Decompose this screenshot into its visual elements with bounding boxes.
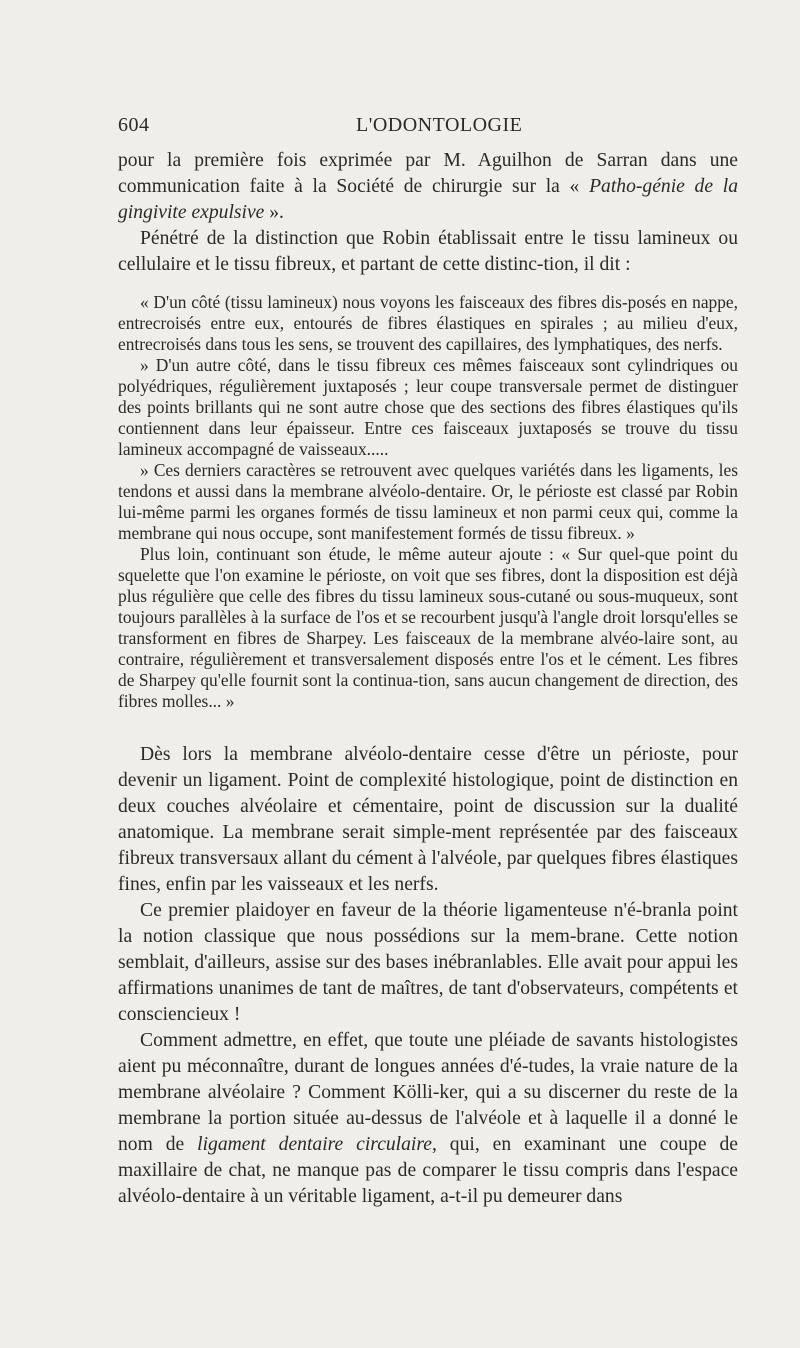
running-title: L'ODONTOLOGIE [356,114,523,136]
quotation: » D'un autre côté, dans le tissu fibreux ces mêmes faisceaux sont cylindriques ou polyédriques, régulièrement juxtaposés ; leur coupe transversale permet de distinguer des points brillants qui ne sont autre chose que des sections des fibres élastiques qu'ils contiennent dans leur épaisseur. Entre ces faisceaux juxtaposés se trouve du tissu lamineux accompagné de vaisseaux..... [118,355,738,459]
paragraph: Comment admettre, en effet, que toute une pléiade de savants histologistes aient pu méconnaître, durant de longues années d'é-tudes, la vraie nature de la membrane alvéolaire ? Comment Kölli-ker, qui a su discerner du reste de la membrane la portion située au-dessus de l'alvéole et à laquelle il a donné le nom de ligament dentaire circulaire, qui, en examinant une coupe de maxillaire de chat, ne manque pas de comparer le tissu compris dans l'espace alvéolo-dentaire à un véritable ligament, a-t-il pu demeurer dans [118,1030,738,1207]
paragraph: Ce premier plaidoyer en faveur de la théorie ligamenteuse n'é-branla point la notion classique que nous possédions sur la mem-brane. Cette notion semblait, d'ailleurs, assise sur des bases inébranlables. Elle avait pour appui les affirmations unanimes de tant de maîtres, de tant d'observateurs, compétents et consciencieux ! [118,900,738,1025]
paragraph: Dès lors la membrane alvéolo-dentaire cesse d'être un périoste, pour devenir un ligament. Point de complexité histologique, point de distinction en deux couches alvéolaire et cémentaire, point de discussion sur la dualité anatomique. La membrane serait simple-ment représentée par des faisceaux fibreux transversaux allant du cément à l'alvéole, par quelques fibres élastiques fines, enfin par les vaisseaux et les nerfs. [118,744,738,895]
quotation: « D'un côté (tissu lamineux) nous voyons les faisceaux des fibres dis-posés en nappe, entrecroisés entre eux, entourés de fibres élastiques en spirales ; au milieu d'eux, entrecroisés dans tous les sens, se trouvent des capillaires, des lymphatiques, des nerfs. [118,292,738,354]
paragraph: Pénétré de la distinction que Robin établissait entre le tissu lamineux ou cellulaire et le tissu fibreux, et partant de cette distinc-tion, il dit : [118,228,738,275]
emphasis: ligament dentaire circulaire [197,1134,432,1155]
emphasis: Patho-génie de la gingivite expulsive [118,176,738,223]
quotation: » Ces derniers caractères se retrouvent avec quelques variétés dans les ligaments, les tendons et aussi dans la membrane alvéolo-dentaire. Or, le périoste est classé par Robin lui-même parmi les organes formés de tissu lamineux et non parmi ceux qui, comme la membrane qui nous occupe, sont manifestement formés de tissu fibreux. » [118,460,738,543]
page-body [118,148,738,1210]
paragraph: pour la première fois exprimée par M. Aguilhon de Sarran dans une communication faite à la Société de chirurgie sur la « Patho-génie de la gingivite expulsive ». [118,150,738,223]
quotation: Plus loin, continuant son étude, le même auteur ajoute : « Sur quel-que point du squelette que l'on examine le périoste, on voit que ses fibres, dont la disposition est déjà plus régulière que celle des fibres du tissu lamineux sous-cutané ou sous-muqueux, sont toujours parallèles à la surface de l'os et se recourbent jusqu'à l'angle droit lorsqu'elles se transforment en fibres de Sharpey. Les faisceaux de la membrane alvéo-laire sont, au contraire, régulièrement et transversalement disposés entre l'os et le cément. Les fibres de Sharpey qu'elle fournit sont la continua-tion, sans aucun changement de direction, des fibres molles... » [118,544,738,711]
page-number: 604 [118,114,150,136]
